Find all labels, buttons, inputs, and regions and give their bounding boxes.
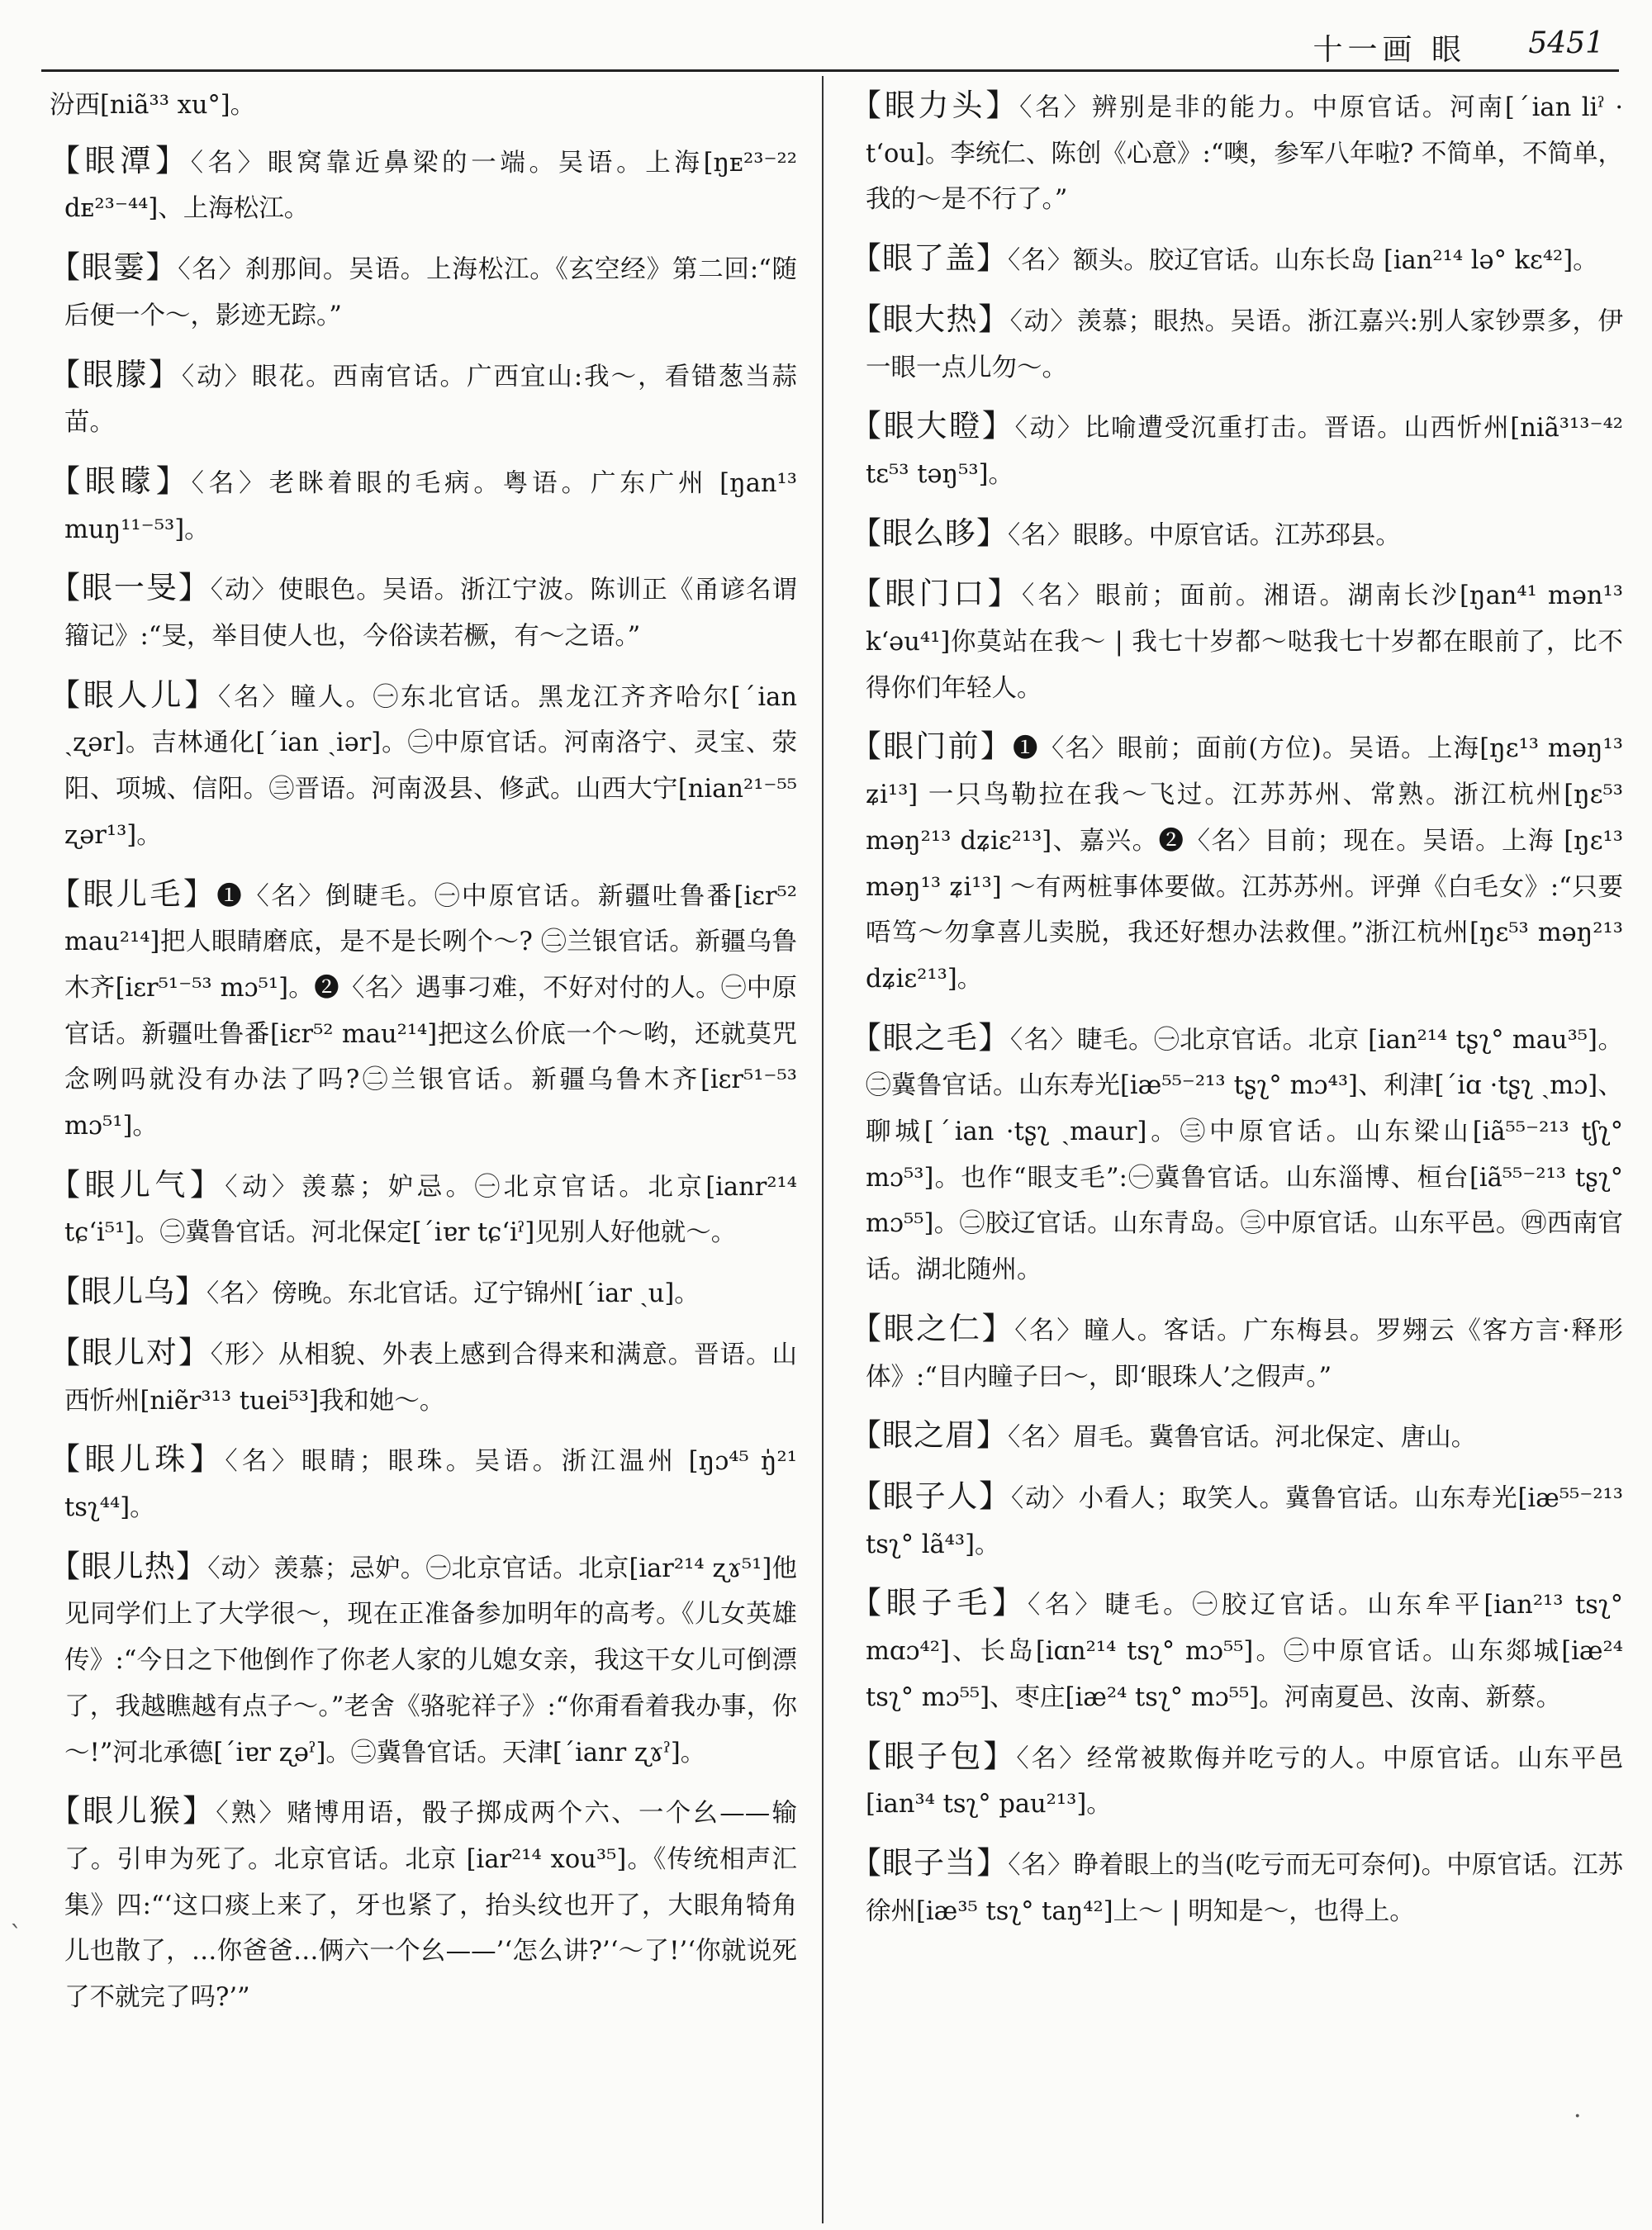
entry-definition: 眼前；面前。湘语。湖南长沙[ŋan⁴¹ mən¹³ k‘əu⁴¹]你莫站在我～ | 我七十岁都～哒我七十岁都在眼前了，比不得你们年轻人。 [866,581,1623,703]
entry-part-of-speech: 〈名〉 [1016,1744,1087,1773]
dictionary-entry [50,1162,797,1256]
column-divider [822,76,824,2223]
entry-definition: 睫毛。㊀北京官话。北京 [ian²¹⁴ tʂʅ° mau³⁵]。㊁冀鲁官话。山东寿光[iæ⁵⁵⁻²¹³ tʂʅ° mɔ⁴³]、利津[ˊiɑ ·tʂʅ ˏmɔ]、聊城[ˊian ·tʂʅ ˏmaur]。㊂中原官话。山东梁山[iã⁵⁵⁻²¹³ tʃʅ° mɔ⁵³]。也作“眼支毛”:㊀冀鲁官话。山东淄博、桓台[iã⁵⁵⁻²¹³ tʂʅ° mɔ⁵⁵]。㊁胶辽官话。山东青岛。㊂中原官话。山东平邑。㊃西南官话。湖北随州。 [866,1025,1623,1285]
entry-definition: 傍晚。东北官话。辽宁锦州[ˊiar ˏu]。 [272,1279,700,1309]
entry-headword: 【眼之眉】 [851,1417,1008,1454]
entry-headword: 【眼矇】 [50,463,192,499]
dictionary-entry [851,1734,1623,1828]
entry-headword: 【眼大热】 [851,301,1010,337]
entry-part-of-speech: 〈名〉 [1009,1025,1077,1055]
entry-headword: 【眼子当】 [851,1844,1009,1881]
entry-part-of-speech: 〈名〉 [178,255,245,285]
entry-headword: 【眼人儿】 [50,676,219,713]
entry-definition: 羡慕；忌妒。㊀北京官话。北京[iar²¹⁴ ʐɤ⁵¹]他见同学们上了大学很～，现在正准备参加明年的高考。《儿女英雄传》:“今日之下他倒作了你老人家的儿媳女亲，我这干女儿可倒漂了，我越瞧越有点子～。”老舍《骆驼祥子》:“你甭看着我办事，你～!”河北承德[ˊiɐr ʐəˀ]。㊁冀鲁官话。天津[ˊianr ʐɤˀ]。 [64,1554,797,1767]
dictionary-entry [50,458,797,553]
entry-headword: 【眼儿毛】 [50,875,217,912]
entry-definition: 从相貌、外表上感到合得来和满意。晋语。山西忻州[niẽr³¹³ tuei⁵³]我和她～。 [64,1340,797,1416]
dictionary-entry [50,672,797,859]
dictionary-entry [851,1306,1623,1400]
entry-part-of-speech: 〈名〉 [191,468,269,498]
entry-headword: 【眼朦】 [50,356,182,392]
margin-mark-right: · [1574,2102,1582,2131]
section-title: 十一画 眼 [1313,33,1466,67]
entry-definition: 羡慕；眼热。吴语。浙江嘉兴:别人家钞票多，伊一眼一点儿勿～。 [866,306,1623,382]
entry-definition: 眉毛。冀鲁官话。河北保定、唐山。 [1073,1423,1477,1453]
dictionary-entry [50,871,797,1150]
left-column [50,83,797,2222]
entry-headword: 【眼潭】 [50,142,191,178]
entry-definition: 瞳人。客话。广东梅县。罗翙云《客方言·释形体》:“目内瞳子曰～，即‘眼珠人’之假声。” [866,1316,1623,1392]
dictionary-entry [50,1436,797,1530]
entry-definition: 眼花。西南官话。广西宜山:我～，看错葱当蒜苗。 [64,362,797,438]
entry-definition: 汾西[niã³³ xu°]。 [50,91,256,120]
entry-part-of-speech: 〈熟〉 [216,1799,287,1829]
entry-part-of-speech: 〈动〉 [207,1554,274,1583]
dictionary-entry [851,571,1623,711]
entry-definition: 额头。胶辽官话。山东长岛 [ian²¹⁴ lə° kɛ⁴²]。 [1073,246,1598,276]
entry-definition: 比喻遭受沉重打击。晋语。山西忻州[niã³¹³⁻⁴² tɛ⁵³ təŋ⁵³]。 [866,414,1623,489]
entry-definition: 羡慕；妒忌。㊀北京官话。北京[ianr²¹⁴ tɕ‘i⁵¹]。㊁冀鲁官话。河北保定[ˊiɐr tɕ‘iˀ]见别人好他就～。 [64,1172,797,1248]
entry-part-of-speech: 〈动〉 [210,576,278,605]
entry-part-of-speech: 〈名〉 [225,1447,301,1477]
dictionary-entry [851,510,1623,559]
entry-part-of-speech: 〈名〉 [1008,246,1074,276]
entry-headword: 【眼儿对】 [50,1334,211,1370]
entry-definition: 睁着眼上的当(吃亏而无可奈何)。中原官话。江苏徐州[iæ³⁵ tsʅ° taŋ⁴²]上～ | 明知是～，也得上。 [866,1850,1623,1926]
dictionary-entry [851,83,1623,223]
dictionary-entry [50,565,797,659]
entry-headword: 【眼么眵】 [851,515,1008,551]
dictionary-entry [851,403,1623,497]
entry-part-of-speech: 〈动〉 [1009,306,1077,336]
entry-headword: 【眼一旻】 [50,570,211,606]
entry-definition: 小看人；取笑人。冀鲁官话。山东寿光[iæ⁵⁵⁻²¹³ tsʅ° lã⁴³]。 [866,1483,1623,1559]
entry-definition: 赌博用语，骰子掷成两个六、一个幺——输了。引申为死了。北京官话。北京 [iar²¹⁴ xou³⁵]。《传统相声汇集》四:“‘这口痰上来了，牙也紧了，抬头纹也开了，大眼角犄角儿也散了，…你爸爸…俩六一个幺——’‘怎么讲?’‘～了!’‘你就说死了不就完了吗?’” [64,1799,797,2013]
entry-part-of-speech: 〈名〉 [1014,1316,1085,1345]
entry-headword: 【眼儿热】 [50,1548,208,1584]
dictionary-entry [50,83,797,129]
entry-part-of-speech: 〈名〉 [206,1279,273,1309]
dictionary-entry [851,1473,1623,1568]
entry-part-of-speech: 〈动〉 [225,1172,301,1202]
entry-part-of-speech: 〈动〉 [181,362,253,391]
entry-definition: 刹那间。吴语。上海松江。《玄空经》第二回:“随后便一个～，影迹无踪。” [64,255,797,330]
entry-definition: 辨别是非的能力。中原官话。河南[ˊian liˀ · t‘ou]。李统仁、陈创《心意》:“噢，参军八年啦? 不简单，不简单，我的～是不行了。” [866,93,1623,215]
entry-definition: 睫毛。㊀胶辽官话。山东牟平[ian²¹³ tsʅ° mɑɔ⁴²]、长岛[iɑn²¹⁴ tsʅ° mɔ⁵⁵]。㊁中原官话。山东郯城[iæ²⁴ tsʅ° mɔ⁵⁵]、枣庄[iæ²⁴ tsʅ° mɔ⁵⁵]。河南夏邑、汝南、新蔡。 [866,1591,1623,1712]
dictionary-entry [50,138,797,232]
dictionary-entry [50,352,797,446]
entry-part-of-speech: 〈动〉 [1010,1483,1079,1513]
dictionary-entry [851,1840,1623,1934]
entry-definition: 眼窝靠近鼻梁的一端。吴语。上海[ŋᴇ²³⁻²² dᴇ²³⁻⁴⁴]、上海松江。 [64,148,797,224]
entry-part-of-speech: 〈动〉 [1014,414,1085,444]
dictionary-entry [50,244,797,339]
entry-headword: 【眼儿猴】 [50,1793,216,1829]
right-column [851,83,1623,2222]
entry-headword: 【眼儿气】 [50,1166,225,1203]
dictionary-entry [851,1412,1623,1461]
entry-headword: 【眼子人】 [851,1478,1011,1514]
entry-part-of-speech: 〈名〉 [1027,1591,1105,1620]
entry-headword: 【眼门前】 [851,728,1014,765]
entry-part-of-speech: 〈名〉 [1008,1423,1074,1453]
entry-definition: ❶〈名〉倒睫毛。㊀中原官话。新疆吐鲁番[iɛr⁵² mau²¹⁴]把人眼睛磨底，是不是长咧个～? ㊁兰银官话。新疆乌鲁木齐[iɛr⁵¹⁻⁵³ mɔ⁵¹]。❷〈名〉遇事刁难，不好对付的人。㊀中原官话。新疆吐鲁番[iɛr⁵² mau²¹⁴]把这么价底一个～哟，还就莫咒念咧吗就没有办法了吗?㊁兰银官话。新疆乌鲁木齐[iɛr⁵¹⁻⁵³ mɔ⁵¹]。 [64,881,797,1141]
entry-part-of-speech: 〈名〉 [1008,1850,1074,1880]
running-header [41,15,1619,72]
entry-headword: 【眼门口】 [851,576,1022,612]
entry-part-of-speech: 〈形〉 [210,1340,278,1369]
entry-headword: 【眼儿乌】 [50,1274,206,1310]
page-number: 5451 [1528,26,1604,60]
entry-headword: 【眼霎】 [50,249,178,286]
margin-mark: ˋ [10,1921,22,1950]
dictionary-entry [50,1544,797,1777]
entry-headword: 【眼大瞪】 [851,408,1015,444]
entry-definition: ❶〈名〉眼前；面前(方位)。吴语。上海[ŋɛ¹³ məŋ¹³ ʑi¹³] 一只鸟勒拉在我～飞过。江苏苏州、常熟。浙江杭州[ŋɛ⁵³ məŋ²¹³ dʑiɛ²¹³]、嘉兴。❷〈名〉目前；现在。吴语。上海 [ŋɛ¹³ məŋ¹³ ʑi¹³] ～有两桩事体要做。江苏苏州。评弹《白毛女》:“只要唔笃～勿拿喜儿卖脱，我还好想办法救俚。”浙江杭州[ŋɛ⁵³ məŋ²¹³ dʑiɛ²¹³]。 [866,734,1623,994]
entry-definition: 眼眵。中原官话。江苏邳县。 [1073,520,1401,550]
entry-definition: 经常被欺侮并吃亏的人。中原官话。山东平邑[ian³⁴ tsʅ° pau²¹³]。 [866,1744,1623,1820]
entry-definition: 瞳人。㊀东北官话。黑龙江齐齐哈尔[ˊian ˏʐər]。吉林通化[ˊian ˏiər]。㊁中原官话。河南洛宁、灵宝、荥阳、项城、信阳。㊂晋语。河南汲县、修武。山西大宁[nian²¹⁻⁵⁵ ʐər¹³]。 [64,682,797,850]
dictionary-entry [50,1330,797,1424]
entry-headword: 【眼之毛】 [851,1019,1010,1056]
entry-part-of-speech: 〈名〉 [190,148,268,178]
entry-part-of-speech: 〈名〉 [1008,520,1074,550]
entry-definition: 眼睛；眼珠。吴语。浙江温州 [ŋɔ⁴⁵ ŋ̍²¹ tsʅ⁴⁴]。 [64,1447,797,1522]
entry-part-of-speech: 〈名〉 [218,682,291,712]
dictionary-entry [851,235,1623,284]
entry-headword: 【眼儿珠】 [50,1441,225,1478]
entry-headword: 【眼子毛】 [851,1585,1028,1621]
dictionary-entry [851,1580,1623,1720]
entry-part-of-speech: 〈名〉 [1019,93,1092,122]
dictionary-entry [851,724,1623,1002]
entry-headword: 【眼力头】 [851,88,1020,123]
entry-definition: 老眯着眼的毛病。粤语。广东广州 [ŋan¹³ muŋ¹¹⁻⁵³]。 [64,468,797,544]
dictionary-entry [851,1015,1623,1293]
entry-headword: 【眼子包】 [851,1738,1017,1774]
entry-headword: 【眼之仁】 [851,1310,1015,1346]
dictionary-entry [851,297,1623,391]
entry-definition: 使眼色。吴语。浙江宁波。陈训正《甬谚名谓籀记》:“旻，举目使人也，今俗读若橛，有～之语。” [64,576,797,652]
dictionary-entry [50,1269,797,1317]
dictionary-entry [50,1788,797,2021]
entry-headword: 【眼了盖】 [851,240,1008,277]
entry-part-of-speech: 〈名〉 [1021,581,1096,611]
